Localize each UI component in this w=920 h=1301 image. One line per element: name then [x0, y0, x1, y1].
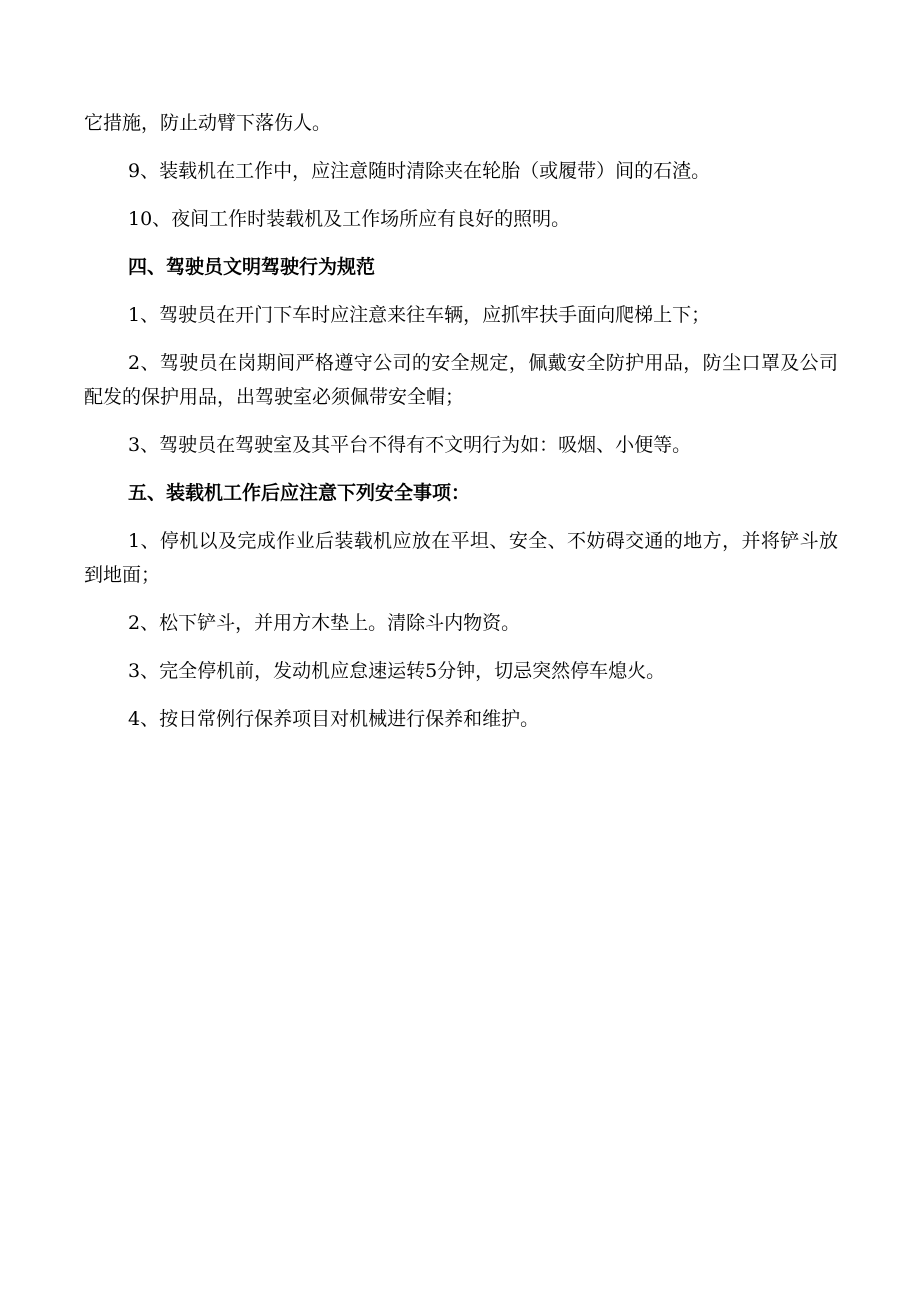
section-heading-4: 四、驾驶员文明驾驶行为规范: [128, 256, 376, 278]
paragraph-continuation: 它措施，防止动臂下落伤人。: [84, 112, 332, 134]
paragraph-item-10: 10、夜间工作时装载机及工作场所应有良好的照明。: [128, 208, 571, 230]
paragraph-s4-item-1: 1、驾驶员在开门下车时应注意来往车辆，应抓牢扶手面向爬梯上下；: [128, 304, 711, 326]
paragraph-s5-item-1: 1、停机以及完成作业后装载机应放在平坦、安全、不妨碍交通的地方，并将铲斗放到地面；: [84, 530, 838, 586]
document-body: [84, 106, 838, 750]
section-heading-5: 五、装载机工作后应注意下列安全事项：: [128, 482, 471, 504]
paragraph-s5-item-3: 3、完全停机前，发动机应怠速运转5分钟，切忌突然停车熄火。: [128, 660, 666, 682]
paragraph-s4-item-2: 2、驾驶员在岗期间严格遵守公司的安全规定，佩戴安全防护用品，防尘口罩及公司配发的保护用品，出驾驶室必须佩带安全帽；: [84, 352, 838, 408]
paragraph-s4-item-3: 3、驾驶员在驾驶室及其平台不得有不文明行为如：吸烟、小便等。: [128, 434, 692, 456]
paragraph-item-9: 9、装载机在工作中，应注意随时清除夹在轮胎（或履带）间的石渣。: [128, 160, 711, 182]
paragraph-s5-item-2: 2、松下铲斗，并用方木垫上。清除斗内物资。: [128, 612, 521, 634]
paragraph-s5-item-4: 4、按日常例行保养项目对机械进行保养和维护。: [128, 708, 540, 730]
